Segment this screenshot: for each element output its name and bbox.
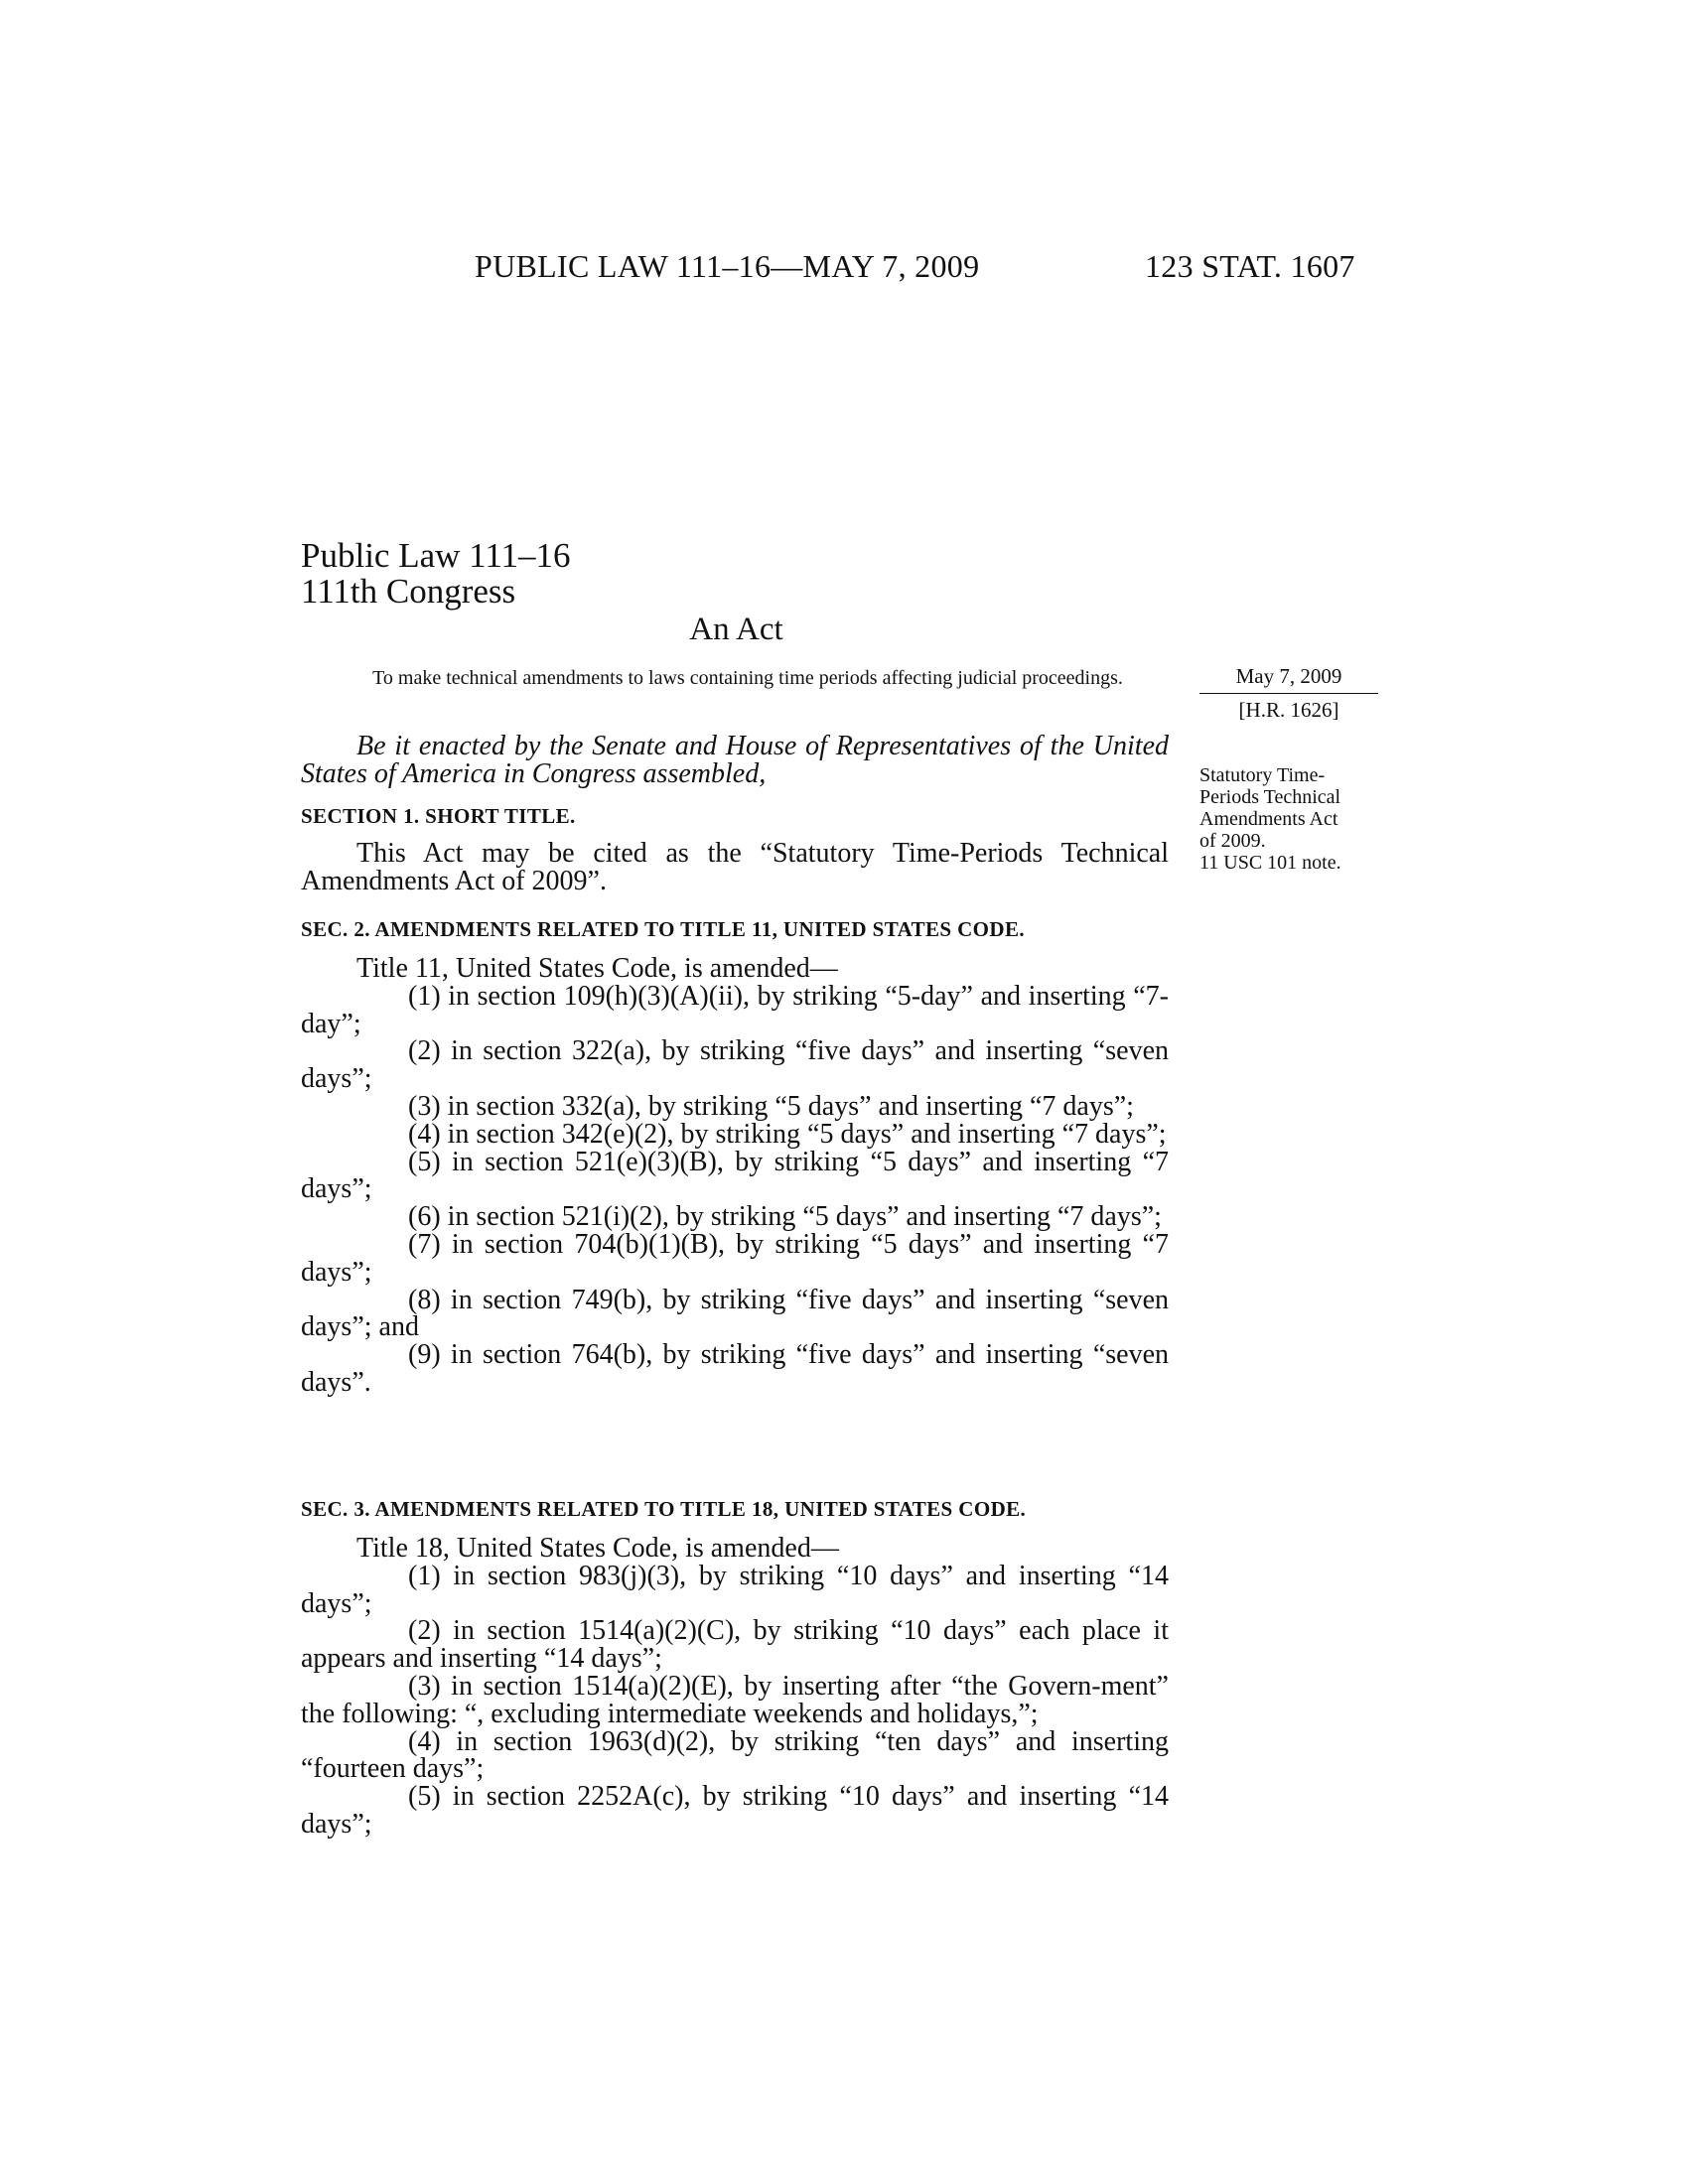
act-heading: An Act [689,612,783,647]
section-3-item: (2) in section 1514(a)(2)(C), by striking “10 days” each place it appears and inserting “14 days”; [301,1615,1169,1675]
section-3-item: (3) in section 1514(a)(2)(E), by inserting after “the Govern-ment” the following: “, excluding intermediate weekends and holidays,”; [301,1670,1169,1729]
long-title: To make technical amendments to laws containing time periods affecting judicial proceedings. [372,667,1123,689]
section-2-body [301,955,1169,1397]
section-2-item: (3) in section 332(a), by striking “5 days” and inserting “7 days”; [408,1090,1134,1122]
running-header-page-citation: 123 STAT. 1607 [1145,248,1355,284]
section-2-item: (8) in section 749(b), by striking “five days” and inserting “seven days”; and [301,1284,1169,1343]
enacting-clause [301,733,1169,788]
margin-note-line: Statutory Time- [1199,764,1326,786]
section-2-item: (1) in section 109(h)(3)(A)(ii), by striking “5-day” and inserting “7-day”; [301,980,1169,1039]
public-law-number: Public Law 111–16 [301,536,571,575]
margin-note-line: Amendments Act [1199,808,1338,830]
section-2-item: (7) in section 704(b)(1)(B), by striking “5 days” and inserting “7 days”; [301,1228,1169,1288]
margin-note-line: Periods Technical [1199,786,1341,808]
section-1-heading: SECTION 1. SHORT TITLE. [301,804,576,828]
margin-approval-date: May 7, 2009 [1235,664,1342,688]
section-2-item: (5) in section 521(e)(3)(B), by striking “5 days” and inserting “7 days”; [301,1146,1169,1205]
section-2-item: (6) in section 521(i)(2), by striking “5 days” and inserting “7 days”; [408,1201,1162,1233]
section-2-lead: Title 11, United States Code, is amended— [356,953,838,984]
section-3-body [301,1535,1169,1839]
section-3-item: (4) in section 1963(d)(2), by striking “ten days” and inserting “fourteen days”; [301,1725,1169,1785]
section-3-item: (1) in section 983(j)(3), by striking “10 days” and inserting “14 days”; [301,1560,1169,1619]
margin-short-title-note [1199,764,1378,874]
section-3-item: (5) in section 2252A(c), by striking “10 days” and inserting “14 days”; [301,1781,1169,1840]
congress-number: 111th Congress [301,572,516,611]
margin-bill-number: [H.R. 1626] [1238,698,1339,722]
running-header-left: PUBLIC LAW 111–16—MAY 7, 2009 [475,248,980,284]
section-2-item: (2) in section 322(a), by striking “five days” and inserting “seven days”; [301,1035,1169,1095]
section-1-text: This Act may be cited as the “Statutory Time-Periods Technical Amendments Act of 2009”. [301,838,1169,896]
margin-divider [1199,693,1378,694]
margin-note-line: 11 USC 101 note. [1199,852,1341,874]
section-2-item: (4) in section 342(e)(2), by striking “5 days” and inserting “7 days”; [408,1118,1167,1150]
section-2-heading: SEC. 2. AMENDMENTS RELATED TO TITLE 11, UNITED STATES CODE. [301,917,1026,941]
section-2-item: (9) in section 764(b), by striking “five days” and inserting “seven days”. [301,1339,1169,1398]
margin-note-line: of 2009. [1199,830,1266,852]
enacting-clause-text: Be it enacted by the Senate and House of Representatives of the United States of America in Congress assembled, [301,731,1169,789]
section-1-body [301,840,1169,895]
section-3-heading: SEC. 3. AMENDMENTS RELATED TO TITLE 18, UNITED STATES CODE. [301,1497,1027,1521]
section-3-lead: Title 18, United States Code, is amended— [356,1533,839,1564]
